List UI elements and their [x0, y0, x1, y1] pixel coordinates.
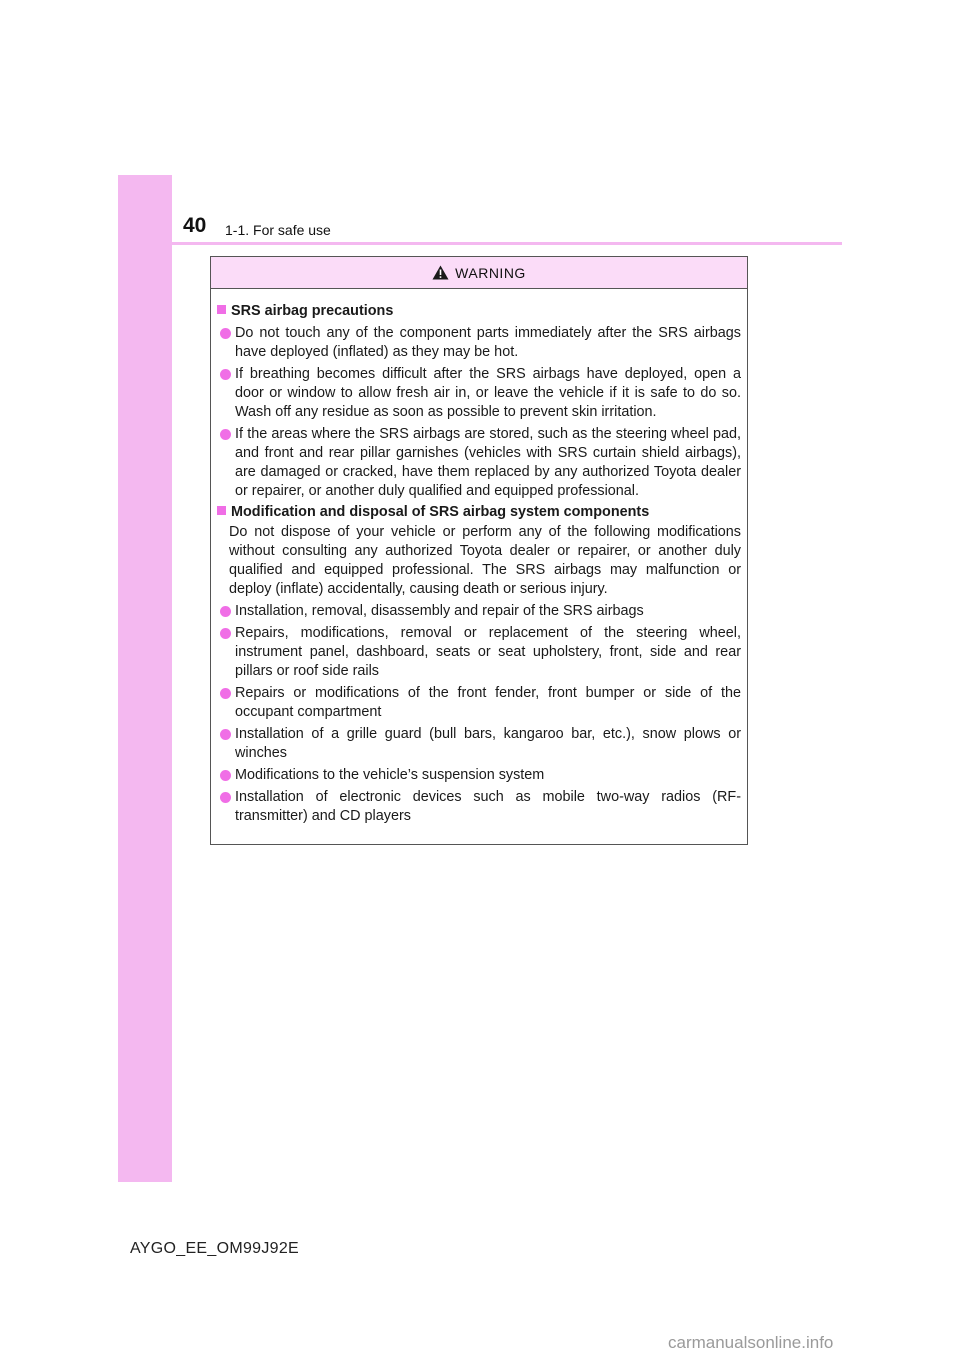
- section-paragraph: Do not dispose of your vehicle or perform any of the following modifications without consulting any authorized Toyota dealer or repairer, or another duly qualified and equipped professional. The SRS airbags may malfunction or deploy (inflate) accidentally, causing death or serious injury.: [229, 524, 741, 597]
- circle-bullet-icon: [220, 729, 231, 740]
- heading-text: SRS airbag precautions: [231, 303, 394, 319]
- circle-bullet-icon: [220, 792, 231, 803]
- chapter-side-band: [118, 175, 172, 1182]
- warning-label: WARNING: [455, 264, 526, 281]
- list-item-text: Repairs or modifications of the front fender, front bumper or side of the occupant compartment: [235, 685, 741, 720]
- list-item-text: Repairs, modifications, removal or replacement of the steering wheel, instrument panel, dashboard, seats or seat upholstery, front, side and rear pillars or roof side rails: [235, 625, 741, 679]
- document-code: AYGO_EE_OM99J92E: [130, 1240, 300, 1257]
- circle-bullet-icon: [220, 429, 231, 440]
- square-bullet-icon: [217, 305, 226, 314]
- section-heading: [217, 302, 741, 321]
- header-rule: [118, 242, 842, 245]
- circle-bullet-icon: [220, 628, 231, 639]
- heading-text: Modification and disposal of SRS airbag system components: [231, 504, 650, 520]
- circle-bullet-icon: [220, 770, 231, 781]
- list-item-text: If the areas where the SRS airbags are stored, such as the steering wheel pad, and front and rear pillar garnishes (vehicles with SRS curtain shield airbags), are damaged or cracked, have them replaced by any authorized Toyota dealer or repairer, or another duly qualified and equipped professional.: [235, 426, 741, 499]
- circle-bullet-icon: [220, 328, 231, 339]
- list-item: [217, 725, 741, 763]
- list-item: [217, 602, 741, 621]
- list-item-text: If breathing becomes difficult after the SRS airbags have deployed, open a door or window to allow fresh air in, or leave the vehicle if it is safe to do so. Wash off any residue as soon as possible to prevent skin irritation.: [235, 366, 741, 420]
- list-item-text: Installation of electronic devices such as mobile two-way radios (RF-transmitter) and CD players: [235, 789, 741, 824]
- list-item-text: Installation, removal, disassembly and repair of the SRS airbags: [235, 603, 644, 619]
- warning-triangle-icon: [432, 265, 449, 280]
- warning-header: [211, 257, 747, 289]
- list-item-text: Installation of a grille guard (bull bars, kangaroo bar, etc.), snow plows or winches: [235, 726, 741, 761]
- circle-bullet-icon: [220, 688, 231, 699]
- list-item: [217, 624, 741, 681]
- list-item-text: Do not touch any of the component parts immediately after the SRS airbags have deployed (inflated) as they may be hot.: [235, 325, 741, 360]
- circle-bullet-icon: [220, 606, 231, 617]
- section-title: 1-1. For safe use: [225, 222, 331, 238]
- section-heading: [217, 503, 741, 522]
- list-item-text: Modifications to the vehicle’s suspension system: [235, 767, 545, 783]
- list-item: [217, 425, 741, 501]
- circle-bullet-icon: [220, 369, 231, 380]
- watermark: carmanualsonline.info: [668, 1333, 834, 1352]
- square-bullet-icon: [217, 506, 226, 515]
- warning-box: [210, 256, 748, 845]
- list-item: [217, 766, 741, 785]
- page-number: 40: [183, 214, 207, 237]
- list-item: [217, 788, 741, 826]
- warning-body: [211, 289, 747, 826]
- list-item: [217, 684, 741, 722]
- list-item: [217, 365, 741, 422]
- list-item: [217, 324, 741, 362]
